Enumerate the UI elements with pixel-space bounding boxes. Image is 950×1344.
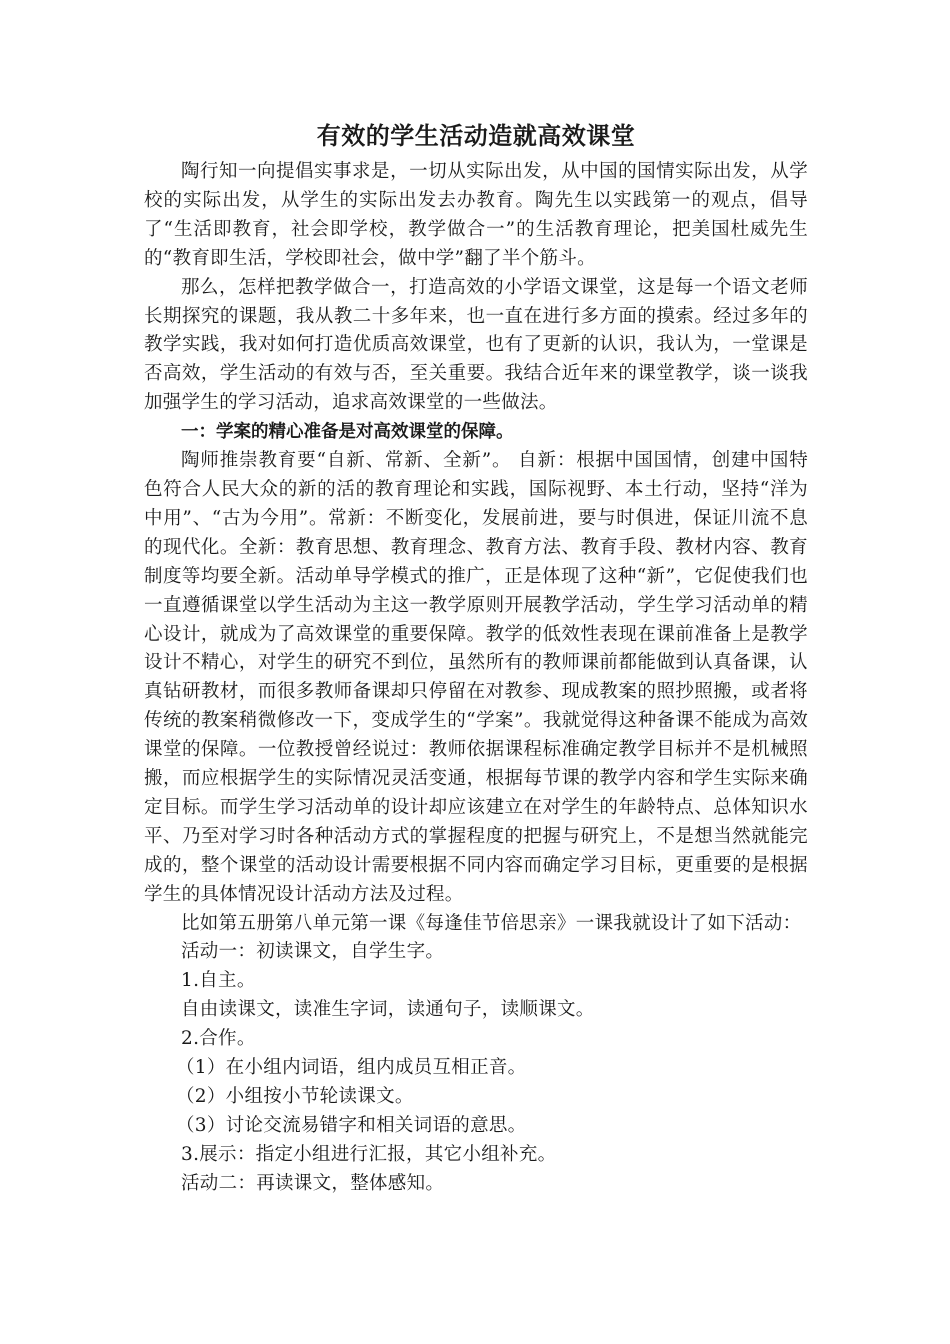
activity-2-line: 活动二：再读课文，整体感知。 — [181, 1172, 445, 1194]
sub-item-3: （3）讨论交流易错字和相关词语的意思。 — [176, 1114, 527, 1136]
step-2-line: 2.合作。 — [181, 1028, 256, 1050]
section-heading-1: 一：学案的精心准备是对高效课堂的保障。 — [181, 422, 514, 443]
paragraph-3: 陶师推崇教育要“自新、常新、全新”。 自新：根据中国国情，创建中国特色符合人民大众的新的活的教育理论和实践，国际视野、本土行动，坚持“洋为中用”、“古为今用”。常新：不断变化，发展前进，要与时俱进，保证川流不息的现代化。全新：教育思想、教育理念、教育方法、教育手段、教材内容、教育制度等均要全新。活动单导学模式的推广，正是体现了这种“新”，它促使我们也一直遵循课堂以学生活动为主这一教学原则开展教学活动，学生学习活动单的精心设计，就成为了高效课堂的重要保障。教学的低效性表现在课前准备上是教学设计不精心，对学生的研究不到位，虽然所有的教师课前都能做到认真备课，认真钻研教材，而很多教师备课却只停留在对教参、现成教案的照抄照搬，或者将传统的教案稍微修改一下，变成学生的“学案”。我就觉得这种备课不能成为高效课堂的保障。一位教授曾经说过：教师依据课程标准确定教学目标并不是机械照搬，而应根据学生的实际情况灵活变通，根据每节课的教学内容和学生实际来确定目标。而学生学习活动单的设计却应该建立在对学生的年龄特点、总体知识水平、乃至对学习时各种活动方式的掌握程度的把握与研究上，不是想当然就能完成的，整个课堂的活动设计需要根据不同内容而确定学习目标，更重要的是根据学生的具体情况设计活动方法及过程。 — [144, 450, 808, 905]
sub-item-2: （2）小组按小节轮读课文。 — [176, 1086, 414, 1107]
example-intro-line: 比如第五册第八单元第一课《每逢佳节倍思亲》一课我就设计了如下活动： — [181, 912, 802, 934]
step-1-line: 1.自主。 — [181, 970, 256, 992]
document-page — [144, 118, 808, 1199]
sub-item-1: （1）在小组内词语，组内成员互相正音。 — [176, 1057, 527, 1079]
document-title: 有效的学生活动造就高效课堂 — [316, 122, 636, 150]
paragraph-2: 那么，怎样把教学做合一，打造高效的小学语文课堂，这是每一个语文老师长期探究的课题，我从教二十多年来，也一直在进行多方面的摸索。经过多年的教学实践，我对如何打造优质高效课堂，也有了更新的认识，我认为，一堂课是否高效，学生活动的有效与否，至关重要。我结合近年来的课堂教学，谈一谈我加强学生的学习活动，追求高效课堂的一些做法。 — [144, 276, 808, 414]
paragraph-1: 陶行知一向提倡实事求是，一切从实际出发，从中国的国情实际出发，从学校的实际出发，从学生的实际出发去办教育。陶先生以实践第一的观点，倡导了“生活即教育，社会即学校，教学做合一”的生活教育理论，把美国杜威先生的“教育即生活，学校即社会，做中学”翻了半个筋斗。 — [144, 161, 808, 269]
step-1-text: 自由读课文，读准生字词，读通句子，读顺课文。 — [181, 999, 595, 1021]
activity-1-line: 活动一：初读课文，自学生字。 — [181, 941, 445, 963]
step-3-line: 3.展示：指定小组进行汇报，其它小组补充。 — [181, 1143, 557, 1165]
